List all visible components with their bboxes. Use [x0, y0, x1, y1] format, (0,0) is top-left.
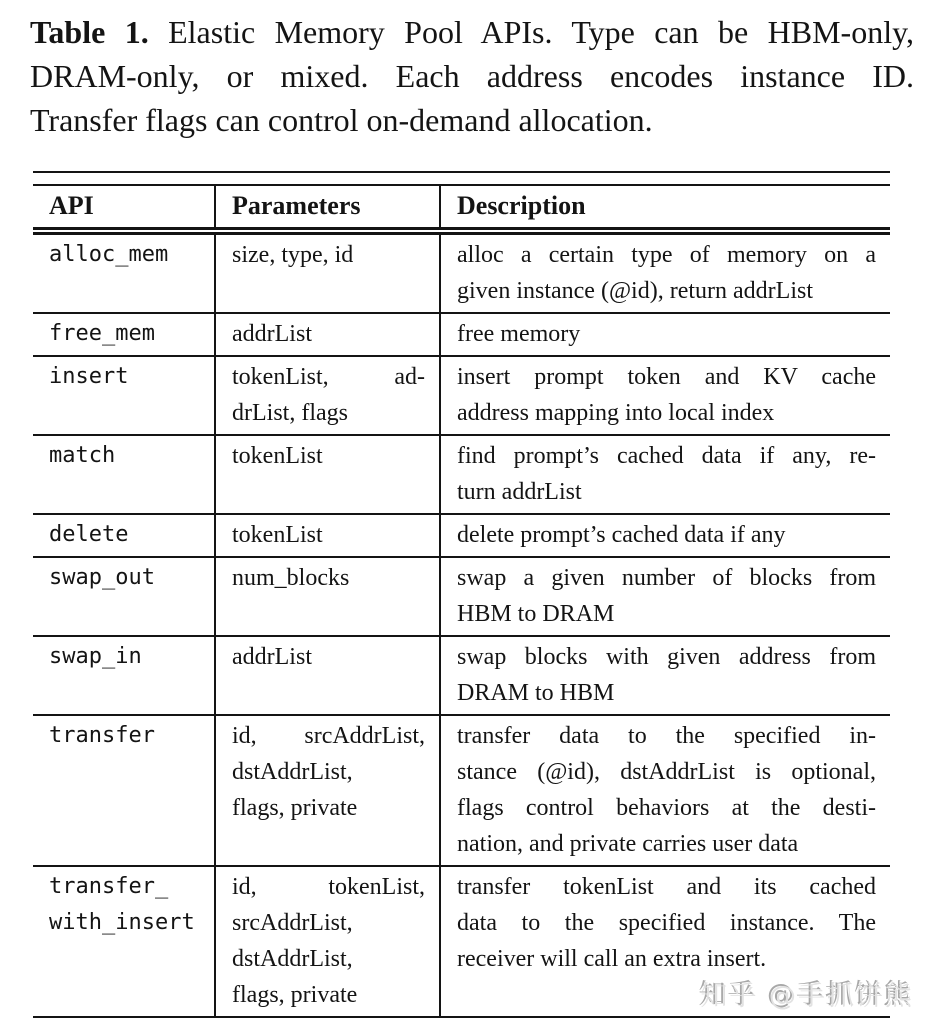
cell-line: find prompt’s cached data if any, re-	[457, 443, 876, 469]
cell-line: given instance (@id), return addrList	[457, 278, 813, 304]
api-cell	[33, 435, 215, 514]
cell-line: swap blocks with given address from	[457, 644, 876, 670]
cell-line: dstAddrList,	[232, 946, 353, 972]
params-cell	[215, 435, 440, 514]
cell-line: dstAddrList,	[232, 759, 353, 785]
api-table-grid	[33, 184, 890, 1018]
cell-line: size, type, id	[232, 242, 354, 268]
api-cell	[33, 636, 215, 715]
api-cell	[33, 715, 215, 866]
cell-line: receiver will call an extra insert.	[457, 946, 767, 972]
table-row	[33, 557, 890, 636]
cell-line: stance (@id), dstAddrList is optional,	[457, 759, 876, 785]
cell-line: DRAM to HBM	[457, 680, 615, 706]
cell-line: address mapping into local index	[457, 400, 775, 426]
desc-cell	[440, 636, 890, 715]
desc-cell	[440, 514, 890, 557]
api-table-body	[33, 231, 890, 1017]
cell-line: transfer tokenList and its cached	[457, 874, 876, 900]
cell-line: flags, private	[232, 795, 358, 821]
params-cell	[215, 514, 440, 557]
cell-line: insert	[49, 364, 129, 389]
cell-line: tokenList, ad-	[232, 364, 425, 390]
cell-line: HBM to DRAM	[457, 601, 615, 627]
params-cell	[215, 557, 440, 636]
cell-line: free memory	[457, 321, 581, 347]
caption-line: Transfer flags can control on-demand allocation.	[30, 102, 653, 138]
params-cell	[215, 636, 440, 715]
caption-label: Table 1.	[30, 14, 169, 50]
desc-cell	[440, 715, 890, 866]
cell-line: turn addrList	[457, 479, 582, 505]
desc-cell	[440, 313, 890, 356]
cell-line: id, tokenList,	[232, 874, 425, 900]
params-cell	[215, 356, 440, 435]
table-row	[33, 636, 890, 715]
api-cell	[33, 866, 215, 1017]
caption-line: DRAM-only, or mixed. Each address encodes instance ID.	[30, 58, 914, 94]
cell-line: flags control behaviors at the desti-	[457, 795, 876, 821]
api-cell	[33, 313, 215, 356]
table-row	[33, 715, 890, 866]
table-row	[33, 514, 890, 557]
cell-line: alloc a certain type of memory on a	[457, 242, 876, 268]
table-row	[33, 435, 890, 514]
table-top-rule	[33, 171, 890, 173]
column-header-api: API	[33, 185, 215, 231]
cell-line: addrList	[232, 644, 312, 670]
params-cell	[215, 231, 440, 313]
cell-line: num_blocks	[232, 565, 350, 591]
cell-line: with_insert	[49, 910, 195, 935]
params-cell	[215, 866, 440, 1017]
watermark: 知乎 @手抓饼熊	[700, 981, 914, 1012]
api-cell	[33, 557, 215, 636]
cell-line: free_mem	[49, 321, 155, 346]
api-cell	[33, 356, 215, 435]
api-cell	[33, 514, 215, 557]
table-row	[33, 356, 890, 435]
table-caption	[30, 10, 914, 142]
caption-line: Table 1. Elastic Memory Pool APIs. Type can be HBM-only,	[30, 14, 915, 50]
cell-line: addrList	[232, 321, 312, 347]
api-cell	[33, 231, 215, 313]
cell-line: swap a given number of blocks from	[457, 565, 876, 591]
cell-line: delete	[49, 522, 129, 547]
cell-line: transfer data to the specified in-	[457, 723, 876, 749]
column-header-description: Description	[440, 185, 890, 231]
cell-line: flags, private	[232, 982, 358, 1008]
cell-line: nation, and private carries user data	[457, 831, 799, 857]
cell-line: transfer_	[49, 874, 169, 899]
cell-line: swap_in	[49, 644, 142, 669]
params-cell	[215, 715, 440, 866]
cell-line: delete prompt’s cached data if any	[457, 522, 786, 548]
cell-line: alloc_mem	[49, 242, 169, 267]
desc-cell	[440, 356, 890, 435]
cell-line: id, srcAddrList,	[232, 723, 425, 749]
api-table	[33, 171, 890, 1018]
table-row	[33, 231, 890, 313]
params-cell	[215, 313, 440, 356]
cell-line: match	[49, 443, 116, 468]
desc-cell	[440, 231, 890, 313]
cell-line: srcAddrList,	[232, 910, 353, 936]
cell-line: swap_out	[49, 565, 155, 590]
table-row	[33, 313, 890, 356]
column-header-parameters: Parameters	[215, 185, 440, 231]
cell-line: insert prompt token and KV cache	[457, 364, 876, 390]
cell-line: tokenList	[232, 522, 323, 548]
header-row	[33, 185, 890, 231]
cell-line: tokenList	[232, 443, 323, 469]
cell-line: data to the specified instance. The	[457, 910, 876, 936]
cell-line: drList, flags	[232, 400, 348, 426]
desc-cell	[440, 557, 890, 636]
desc-cell	[440, 435, 890, 514]
cell-line: transfer	[49, 723, 155, 748]
